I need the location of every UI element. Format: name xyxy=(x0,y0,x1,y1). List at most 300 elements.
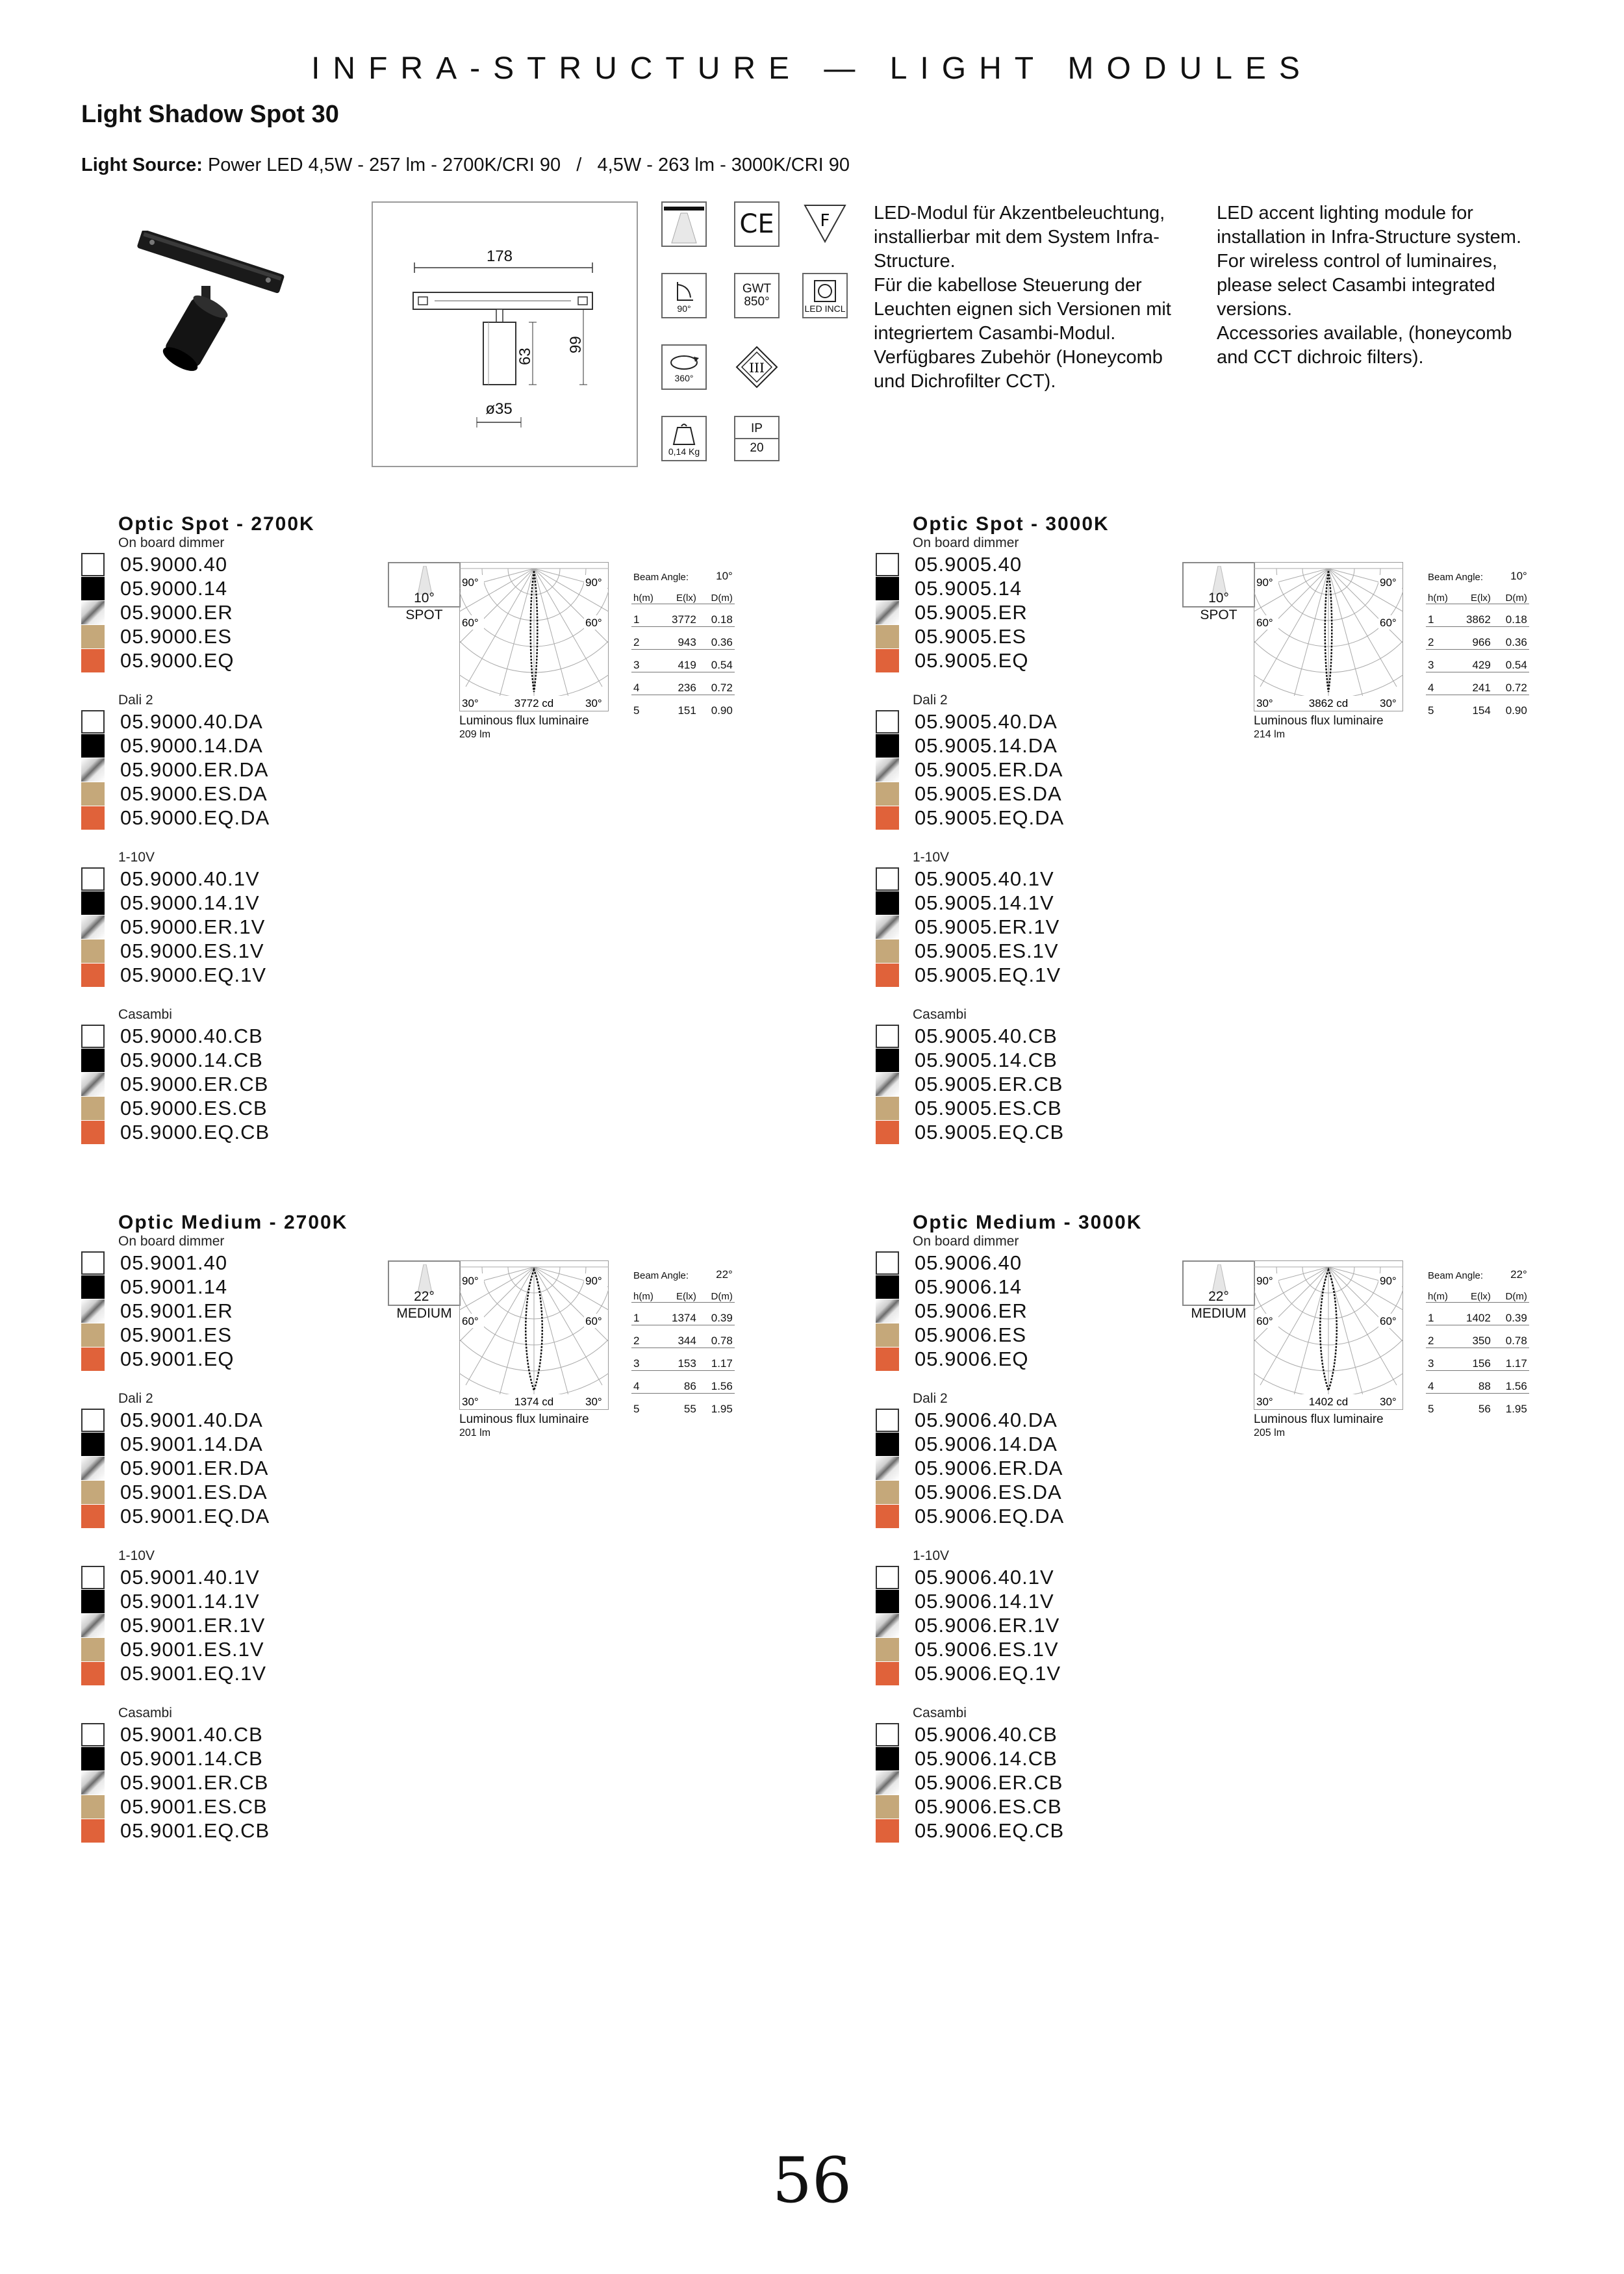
dim-length: 178 xyxy=(486,248,513,265)
finish-swatch xyxy=(876,553,899,576)
finish-swatch xyxy=(81,782,105,806)
finish-swatch xyxy=(81,625,105,648)
description-en-line: versions. xyxy=(1217,299,1293,320)
table-cell: 5 xyxy=(633,704,640,717)
article-code: 05.9000.EQ.1V xyxy=(120,963,266,986)
description-de-line: installierbar mit dem System Infra- xyxy=(874,227,1160,248)
article-code: 05.9006.14.DA xyxy=(915,1432,1058,1455)
table-cell: 0.39 xyxy=(1493,1303,1529,1325)
finish-swatch xyxy=(81,1433,105,1456)
beam-angle-badge xyxy=(388,562,461,623)
code-row xyxy=(876,891,1623,915)
weight-label: 0,14 Kg xyxy=(668,446,700,457)
code-row xyxy=(81,867,828,891)
description-en xyxy=(1217,201,1580,370)
finish-swatch xyxy=(876,710,899,734)
group-label: Dali 2 xyxy=(913,693,948,708)
col-header: h(m) xyxy=(631,1281,655,1303)
table-row xyxy=(1426,1303,1529,1325)
table-cell: 1 xyxy=(1426,604,1450,627)
table-cell: 5 xyxy=(1428,704,1434,717)
rotate-360-icon xyxy=(661,344,707,390)
article-code: 05.9005.EQ xyxy=(915,648,1029,672)
article-code: 05.9001.ES xyxy=(120,1323,233,1346)
description-en-line: and CCT dichroic filters). xyxy=(1217,347,1424,368)
code-row xyxy=(81,963,828,987)
polar-angle-30-left: 30° xyxy=(462,697,479,709)
table-cell: 0.90 xyxy=(711,704,733,717)
table-cell: 0.18 xyxy=(698,604,735,627)
beam-table xyxy=(1426,562,1529,717)
finish-swatch xyxy=(81,1590,105,1613)
code-row xyxy=(876,1048,1623,1072)
table-cell: 0.18 xyxy=(1493,604,1529,627)
finish-swatch xyxy=(81,806,105,830)
article-code: 05.9001.EQ.1V xyxy=(120,1661,266,1685)
col-header: D(m) xyxy=(698,1281,735,1303)
article-code: 05.9005.ES xyxy=(915,624,1027,648)
beam-angle-badge xyxy=(1182,562,1255,623)
group-label: 1-10V xyxy=(913,1548,950,1563)
article-code: 05.9001.ER.1V xyxy=(120,1613,266,1637)
table-cell: 151 xyxy=(678,704,696,717)
article-code: 05.9005.ES.DA xyxy=(915,782,1062,805)
description-de-line: LED-Modul für Akzentbeleuchtung, xyxy=(874,203,1165,224)
article-code: 05.9006.ES.CB xyxy=(915,1795,1062,1818)
finish-swatch xyxy=(876,1275,899,1299)
f-mark-text: F xyxy=(820,211,830,231)
finish-swatch xyxy=(876,939,899,963)
code-row xyxy=(81,1024,828,1048)
gwt-top: GWT xyxy=(742,282,772,296)
description-en-line: Accessories available, (honeycomb xyxy=(1217,323,1512,344)
table-cell: 2 xyxy=(631,627,655,650)
finish-swatch xyxy=(81,1323,105,1347)
light-source xyxy=(81,155,850,176)
weight-icon xyxy=(661,416,707,461)
description-en-line: LED accent lighting module for xyxy=(1217,203,1473,224)
finish-swatch xyxy=(876,891,899,915)
finish-swatch xyxy=(81,891,105,915)
article-code: 05.9001.ES.1V xyxy=(120,1637,264,1661)
table-cell: 2 xyxy=(631,1325,655,1348)
article-code: 05.9006.EQ.1V xyxy=(915,1661,1061,1685)
code-group xyxy=(81,1548,828,1685)
description-en-line: installation in Infra-Structure system. xyxy=(1217,227,1522,248)
beam-angle-value: 10° xyxy=(1208,591,1229,606)
ip-bottom: 20 xyxy=(750,441,764,455)
polar-candela: 3862 cd xyxy=(1308,697,1349,709)
table-cell: 429 xyxy=(1450,650,1493,672)
finish-swatch xyxy=(81,758,105,782)
finish-swatch xyxy=(876,1073,899,1096)
beam-table xyxy=(631,1260,735,1416)
beam-table-value: 22° xyxy=(1510,1268,1527,1281)
group-label: 1-10V xyxy=(118,850,155,865)
table-cell: 153 xyxy=(655,1348,698,1371)
f-mark-icon xyxy=(802,201,848,247)
article-code: 05.9001.EQ.DA xyxy=(120,1504,270,1527)
finish-swatch xyxy=(876,1457,899,1480)
article-code: 05.9005.ER.1V xyxy=(915,915,1060,938)
finish-swatch xyxy=(81,1097,105,1120)
polar-angle-60-left: 60° xyxy=(1256,617,1273,629)
finish-swatch xyxy=(876,1590,899,1613)
description-de-line: Leuchten eignen sich Versionen mit xyxy=(874,299,1171,320)
table-cell: 154 xyxy=(1472,704,1491,717)
optic-title: Optic Medium - 3000K xyxy=(913,1212,1143,1233)
dim-height-total: 99 xyxy=(567,336,585,353)
finish-swatch xyxy=(81,553,105,576)
article-code: 05.9000.14.CB xyxy=(120,1048,263,1071)
article-code: 05.9006.ER.1V xyxy=(915,1613,1060,1637)
code-row xyxy=(81,806,828,830)
article-code: 05.9000.14.1V xyxy=(120,891,260,914)
led-incl-icon xyxy=(802,273,848,318)
table-cell: 1402 xyxy=(1450,1303,1493,1325)
code-row xyxy=(876,867,1623,891)
finish-swatch xyxy=(876,1614,899,1637)
code-row xyxy=(81,782,828,806)
table-cell: 0.72 xyxy=(698,672,735,695)
table-cell: 0.78 xyxy=(698,1325,735,1348)
article-code: 05.9000.ES xyxy=(120,624,233,648)
article-code: 05.9006.EQ.DA xyxy=(915,1504,1065,1527)
group-label: Casambi xyxy=(118,1706,172,1720)
table-cell: 3 xyxy=(1426,650,1450,672)
finish-swatch xyxy=(81,649,105,672)
article-code: 05.9001.14.CB xyxy=(120,1746,263,1770)
beam-table-value: 22° xyxy=(716,1268,733,1281)
beam-icon xyxy=(388,1260,461,1306)
beam-name: MEDIUM xyxy=(396,1306,452,1321)
finish-swatch xyxy=(876,1348,899,1371)
beam-table xyxy=(631,562,735,717)
table-cell: 4 xyxy=(1426,672,1450,695)
table-cell: 966 xyxy=(1450,627,1493,650)
article-code: 05.9006.ER xyxy=(915,1299,1028,1322)
finish-swatch xyxy=(81,1771,105,1795)
description-de-line: Für die kabellose Steuerung der xyxy=(874,275,1142,296)
code-row xyxy=(876,939,1623,963)
finish-swatch xyxy=(81,1348,105,1371)
table-cell: 0.78 xyxy=(1493,1325,1529,1348)
code-row xyxy=(81,1661,828,1685)
code-group xyxy=(876,850,1623,987)
article-code: 05.9006.40.CB xyxy=(915,1722,1058,1746)
code-row xyxy=(81,1072,828,1096)
polar-angle-30-left: 30° xyxy=(462,1396,479,1408)
table-cell: 1 xyxy=(1426,1303,1450,1325)
table-cell: 0.54 xyxy=(1493,650,1529,672)
finish-swatch xyxy=(81,1614,105,1637)
table-cell: 56 xyxy=(1478,1403,1491,1415)
article-code: 05.9005.EQ.CB xyxy=(915,1120,1065,1143)
article-code: 05.9005.40.DA xyxy=(915,709,1058,733)
table-cell: 3 xyxy=(631,1348,655,1371)
code-row xyxy=(81,1770,828,1795)
col-header: h(m) xyxy=(631,583,655,604)
article-code: 05.9001.14.DA xyxy=(120,1432,263,1455)
polar-candela: 1374 cd xyxy=(514,1396,554,1408)
col-header: D(m) xyxy=(1493,583,1529,604)
table-row xyxy=(631,672,735,695)
article-code: 05.9001.EQ.CB xyxy=(120,1819,270,1842)
group-label: On board dimmer xyxy=(913,535,1019,550)
finish-swatch xyxy=(876,734,899,758)
code-group xyxy=(876,1007,1623,1144)
article-code: 05.9000.14 xyxy=(120,576,228,600)
article-code: 05.9006.40.DA xyxy=(915,1408,1058,1431)
code-row xyxy=(876,1819,1623,1843)
code-row xyxy=(876,1565,1623,1589)
flux-caption xyxy=(459,715,609,741)
article-code: 05.9005.40.CB xyxy=(915,1024,1058,1047)
code-row xyxy=(876,1480,1623,1504)
article-code: 05.9000.14.DA xyxy=(120,734,263,757)
polar-angle-90-right: 90° xyxy=(585,1275,602,1287)
beam-angle-value: 10° xyxy=(414,591,435,606)
group-label: On board dimmer xyxy=(118,535,225,550)
finish-swatch xyxy=(876,1097,899,1120)
finish-swatch xyxy=(876,1747,899,1770)
beam-angle-value: 22° xyxy=(414,1289,435,1304)
beam-name: SPOT xyxy=(405,607,443,622)
article-code: 05.9001.40.DA xyxy=(120,1408,263,1431)
article-code: 05.9000.ER.1V xyxy=(120,915,266,938)
beam-table-value: 10° xyxy=(716,570,733,582)
group-label: Casambi xyxy=(913,1007,967,1022)
finish-swatch xyxy=(876,1638,899,1661)
polar-angle-90-right: 90° xyxy=(585,576,602,589)
rotate-90-label: 90° xyxy=(677,303,691,314)
finish-swatch xyxy=(876,867,899,891)
finish-swatch xyxy=(876,1251,899,1275)
table-row xyxy=(1426,1325,1529,1348)
article-code: 05.9006.14.1V xyxy=(915,1589,1054,1613)
polar-angle-30-right: 30° xyxy=(585,1396,602,1408)
beam-table xyxy=(1426,1260,1529,1416)
illuminance-table xyxy=(1426,1260,1529,1416)
table-cell: 5 xyxy=(633,1403,640,1415)
ce-mark-text: CE xyxy=(739,209,774,239)
code-row xyxy=(81,1120,828,1144)
article-code: 05.9006.40 xyxy=(915,1251,1022,1274)
polar-angle-60-right: 60° xyxy=(585,617,602,629)
finish-swatch xyxy=(876,1025,899,1048)
code-row xyxy=(876,1589,1623,1613)
article-code: 05.9000.ES.1V xyxy=(120,939,264,962)
description-de-line: Structure. xyxy=(874,251,956,272)
article-code: 05.9005.ES.1V xyxy=(915,939,1059,962)
polar-angle-30-right: 30° xyxy=(585,697,602,709)
polar-angle-60-left: 60° xyxy=(1256,1315,1273,1327)
table-row xyxy=(1426,627,1529,650)
article-code: 05.9000.ES.DA xyxy=(120,782,268,805)
code-row xyxy=(876,1770,1623,1795)
table-row xyxy=(631,695,735,718)
article-code: 05.9001.40.1V xyxy=(120,1565,260,1589)
description-de-line: und Dichrofilter CCT). xyxy=(874,371,1056,392)
polar-angle-90-right: 90° xyxy=(1380,576,1397,589)
ip-rating-icon xyxy=(734,416,780,461)
article-code: 05.9006.ES.DA xyxy=(915,1480,1062,1503)
polar-angle-60-right: 60° xyxy=(1380,1315,1397,1327)
finish-swatch xyxy=(81,1747,105,1770)
code-group xyxy=(876,1548,1623,1685)
article-code: 05.9000.40.1V xyxy=(120,867,260,890)
finish-swatch xyxy=(81,867,105,891)
article-code: 05.9005.ES.CB xyxy=(915,1096,1062,1119)
article-code: 05.9000.EQ xyxy=(120,648,235,672)
code-row xyxy=(876,1746,1623,1770)
table-cell: 0.54 xyxy=(698,650,735,672)
table-row xyxy=(1426,1394,1529,1416)
flux-value: 209 lm xyxy=(459,729,491,740)
page-header: INFRA-STRUCTURE — LIGHT MODULES xyxy=(311,51,1313,86)
finish-swatch xyxy=(81,1025,105,1048)
table-cell: 5 xyxy=(1428,1403,1434,1415)
table-cell: 88 xyxy=(1450,1371,1493,1394)
article-code: 05.9006.14 xyxy=(915,1275,1022,1298)
table-row xyxy=(631,1394,735,1416)
gwt-bottom: 850° xyxy=(744,295,770,309)
dim-height-body: 63 xyxy=(516,348,534,365)
article-code: 05.9006.40.1V xyxy=(915,1565,1054,1589)
article-code: 05.9001.ES.CB xyxy=(120,1795,268,1818)
table-row xyxy=(1426,1348,1529,1371)
table-row xyxy=(1426,650,1529,672)
description-en-line: For wireless control of luminaires, xyxy=(1217,251,1497,272)
code-row xyxy=(876,1795,1623,1819)
flux-label: Luminous flux luminaire xyxy=(459,1412,589,1426)
table-row xyxy=(631,1325,735,1348)
article-code: 05.9001.14 xyxy=(120,1275,228,1298)
code-row xyxy=(876,1456,1623,1480)
finish-swatch xyxy=(81,1299,105,1323)
code-row xyxy=(81,1048,828,1072)
article-code: 05.9000.EQ.DA xyxy=(120,806,270,829)
table-cell: 241 xyxy=(1450,672,1493,695)
illuminance-table xyxy=(631,562,735,717)
finish-swatch xyxy=(876,1662,899,1685)
code-row xyxy=(81,1722,828,1746)
article-code: 05.9005.40 xyxy=(915,552,1022,576)
group-label: Dali 2 xyxy=(913,1391,948,1406)
rotate-90-icon xyxy=(661,273,707,318)
finish-swatch xyxy=(876,1481,899,1504)
beam-icon xyxy=(1182,562,1255,607)
finish-swatch xyxy=(876,1566,899,1589)
code-row xyxy=(81,1432,828,1456)
polar-angle-90-left: 90° xyxy=(462,576,479,589)
table-row xyxy=(631,1303,735,1325)
article-code: 05.9000.ER.DA xyxy=(120,758,269,781)
code-group xyxy=(81,850,828,987)
illuminance-table xyxy=(1426,562,1529,717)
code-row xyxy=(876,758,1623,782)
code-row xyxy=(876,1120,1623,1144)
article-code: 05.9006.ES.1V xyxy=(915,1637,1059,1661)
article-code: 05.9000.ER xyxy=(120,600,233,624)
flux-label: Luminous flux luminaire xyxy=(1254,1412,1384,1426)
optic-title: Optic Spot - 2700K xyxy=(118,513,315,535)
code-row xyxy=(876,734,1623,758)
description-en-line: please select Casambi integrated xyxy=(1217,275,1495,296)
code-row xyxy=(81,1480,828,1504)
group-label: Casambi xyxy=(118,1007,172,1022)
table-cell: 236 xyxy=(655,672,698,695)
code-row xyxy=(81,758,828,782)
finish-swatch xyxy=(876,806,899,830)
article-code: 05.9005.ER.CB xyxy=(915,1072,1063,1095)
group-label: 1-10V xyxy=(118,1548,155,1563)
table-row xyxy=(631,1348,735,1371)
finish-swatch xyxy=(81,1819,105,1843)
flux-value: 201 lm xyxy=(459,1427,491,1438)
table-cell: 3 xyxy=(1426,1348,1450,1371)
table-cell: 0.36 xyxy=(698,627,735,650)
finish-swatch xyxy=(81,915,105,939)
table-cell: 0.39 xyxy=(698,1303,735,1325)
code-row xyxy=(81,1096,828,1120)
article-code: 05.9006.ER.CB xyxy=(915,1770,1063,1794)
article-code: 05.9000.EQ.CB xyxy=(120,1120,270,1143)
code-row xyxy=(81,1795,828,1819)
article-code: 05.9001.40 xyxy=(120,1251,228,1274)
finish-swatch xyxy=(876,625,899,648)
code-row xyxy=(876,1661,1623,1685)
finish-swatch xyxy=(81,734,105,758)
code-row xyxy=(81,1504,828,1528)
table-cell: 1 xyxy=(631,604,655,627)
finish-swatch xyxy=(876,758,899,782)
code-row xyxy=(81,1456,828,1480)
col-header: h(m) xyxy=(1426,583,1450,604)
finish-swatch xyxy=(81,1638,105,1661)
code-row xyxy=(81,1819,828,1843)
article-code: 05.9005.ER.DA xyxy=(915,758,1063,781)
article-code: 05.9005.EQ.1V xyxy=(915,963,1061,986)
ip-top: IP xyxy=(735,422,778,439)
table-cell: 4 xyxy=(631,672,655,695)
group-label: Dali 2 xyxy=(118,1391,153,1406)
polar-angle-60-left: 60° xyxy=(462,617,479,629)
finish-swatch xyxy=(81,1481,105,1504)
polar-angle-30-left: 30° xyxy=(1256,1396,1273,1408)
finish-swatch xyxy=(81,939,105,963)
article-code: 05.9000.40.CB xyxy=(120,1024,263,1047)
beam-angle-badge xyxy=(388,1260,461,1322)
finish-swatch xyxy=(876,601,899,624)
group-label: 1-10V xyxy=(913,850,950,865)
finish-swatch xyxy=(81,1275,105,1299)
article-code: 05.9005.14.CB xyxy=(915,1048,1058,1071)
article-code: 05.9006.EQ xyxy=(915,1347,1029,1370)
finish-swatch xyxy=(81,1723,105,1746)
beam-table-label: Beam Angle: xyxy=(633,572,689,583)
finish-swatch xyxy=(876,915,899,939)
article-code: 05.9000.ES.CB xyxy=(120,1096,268,1119)
table-cell: 0.90 xyxy=(1505,704,1527,717)
col-header: D(m) xyxy=(698,583,735,604)
code-row xyxy=(81,915,828,939)
code-row xyxy=(81,1565,828,1589)
table-cell: 350 xyxy=(1450,1325,1493,1348)
code-row xyxy=(876,806,1623,830)
polar-angle-90-right: 90° xyxy=(1380,1275,1397,1287)
beam-table-value: 10° xyxy=(1510,570,1527,582)
